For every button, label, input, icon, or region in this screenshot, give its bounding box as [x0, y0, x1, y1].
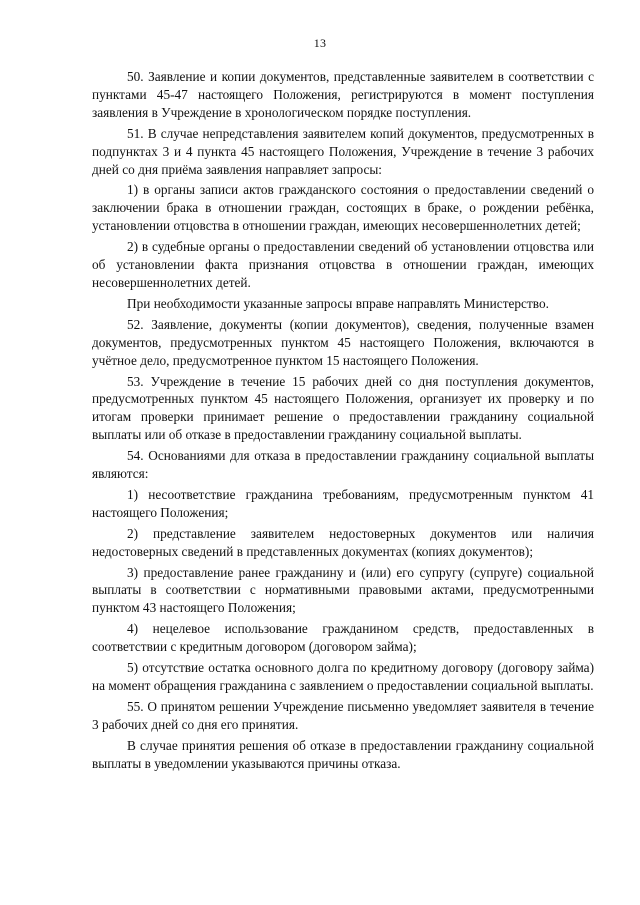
paragraph-54-item-3: 3) предоставление ранее гражданину и (или) его супругу (супруге) социальной выплаты в соответствии с нормативными правовыми актами, предусмотренными пунктом 43 настоящего Положения; [92, 564, 594, 616]
document-body [92, 68, 594, 776]
page-number: 13 [313, 36, 327, 50]
paragraph-51: 51. В случае непредставления заявителем копий документов, предусмотренных в подпунктах 3 и 4 пункта 45 настоящего Положения, Учреждение в течение 3 рабочих дней со дня приёма заявления направляет запросы: [92, 125, 594, 177]
paragraph-52: 52. Заявление, документы (копии документов), сведения, полученные взамен документов, предусмотренных пунктом 45 настоящего Положения, включаются в учётное дело, предусмотренное пунктом 15 настоящего Положения. [92, 316, 594, 368]
paragraph-54-item-2: 2) представление заявителем недостоверных документов или наличия недостоверных сведений в представленных документах (копиях документов); [92, 525, 594, 559]
paragraph-51-item-2: 2) в судебные органы о предоставлении сведений об установлении отцовства или об установлении факта признания отцовства в отношении граждан, имеющих несовершеннолетних детей. [92, 239, 594, 290]
paragraph-51-item-1: 1) в органы записи актов гражданского состояния о предоставлении сведений о заключении брака в отношении граждан, состоящих в браке, о рождении ребёнка, установлении отцовства в отношении граждан, имеющих несовершеннолетних детей; [92, 182, 594, 234]
paragraph-54-item-5: 5) отсутствие остатка основного долга по кредитному договору (договору займа) на момент обращения гражданина с заявлением о предоставлении социальной выплаты. [92, 660, 594, 693]
paragraph-54-item-1: 1) несоответствие гражданина требованиям, предусмотренным пунктом 41 настоящего Положения; [92, 486, 594, 520]
paragraph-53: 53. Учреждение в течение 15 рабочих дней со дня поступления документов, предусмотренных пунктом 45 настоящего Положения, организует их проверку и по итогам проверки принимает решение о предоставлении гражданину социальной выплаты или об отказе в предоставлении гражданину социальной выплаты. [92, 373, 594, 443]
paragraph-54: 54. Основаниями для отказа в предоставлении гражданину социальной выплаты являются: [92, 448, 594, 482]
paragraph-50: 50. Заявление и копии документов, представленные заявителем в соответствии с пунктами 45-47 настоящего Положения, регистрируются в момент поступления заявления в Учреждение в хронологическом порядке поступления. [92, 69, 594, 120]
paragraph-55: 55. О принятом решении Учреждение письменно уведомляет заявителя в течение 3 рабочих дней со дня его принятия. [92, 698, 594, 732]
paragraph-51-note: При необходимости указанные запросы вправе направлять Министерство. [127, 295, 549, 311]
paragraph-54-item-4: 4) нецелевое использование гражданином средств, предоставленных в соответствии с кредитным договором (договором займа); [92, 621, 594, 655]
paragraph-55-refusal: В случае принятия решения об отказе в предоставлении гражданину социальной выплаты в уведомлении указываются причины отказа. [92, 737, 594, 771]
